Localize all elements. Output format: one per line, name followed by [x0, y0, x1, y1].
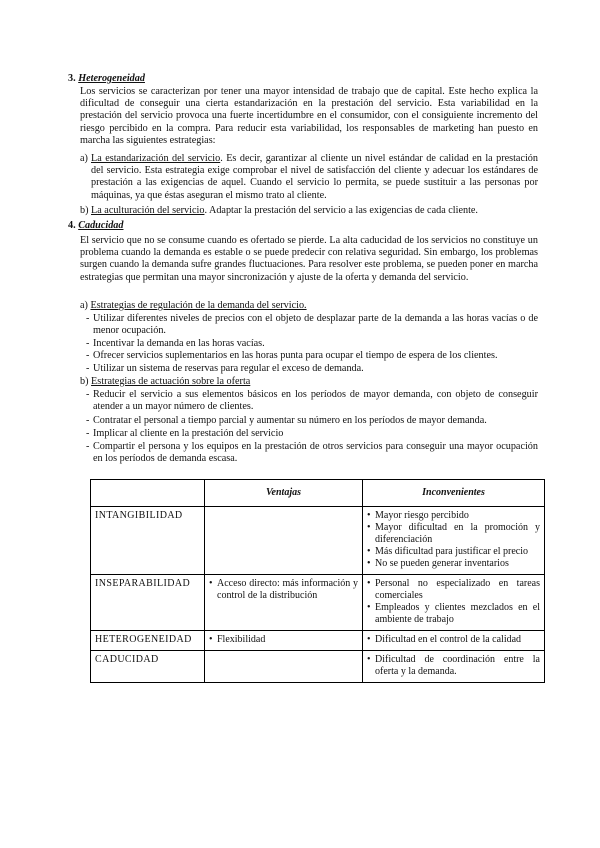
inconvenientes-cell	[363, 631, 545, 651]
strategy-item	[80, 205, 538, 217]
header-cell-empty	[91, 480, 205, 507]
list-item-text: Compartir el persona y los equipos en la prestación de otros servicios para conseguir una mayor ocupación en los períodos de demanda escasa.	[93, 441, 538, 465]
row-name-cell: HETEROGENEIDAD	[91, 631, 205, 651]
comparison-table	[90, 479, 545, 683]
list-item	[86, 363, 538, 375]
item-body: . Adaptar la prestación del servicio a las exigencias de cada cliente.	[204, 205, 478, 216]
section-heading-caducidad	[68, 220, 123, 232]
table-row	[91, 631, 545, 651]
inconveniente-item: • Mayor dificultad en la promoción y diferenciación	[367, 522, 540, 546]
list-item	[86, 350, 538, 362]
subheading-b	[80, 376, 250, 388]
inconveniente-item: • Más dificultad para justificar el precio	[367, 546, 540, 558]
ventaja-item: • Acceso directo: más información y control de la distribución	[209, 578, 358, 602]
dash-marker: -	[86, 441, 90, 452]
table-row	[91, 507, 545, 575]
inconvenientes-cell	[363, 575, 545, 631]
list-item-text: Implicar al cliente en la prestación del servicio	[93, 428, 284, 439]
list-item	[86, 415, 538, 427]
caducidad-intro: El servicio que no se consume cuando es ofertado se pierde. La alta caducidad de los servicios no constituye un problema cuando la demanda es estable o se puede predecir con relativa seguridad. Sin embargo, los problemas surgen cuando la demanda sufre grandes fluctuaciones. Para resolver este problema, se pueden poner en marcha estrategias que permitan una mayor sincronización y ajuste de la oferta y demanda del servicio.	[80, 235, 538, 283]
inconveniente-item: • No se pueden generar inventarios	[367, 558, 540, 570]
section-number: 4.	[68, 220, 76, 231]
dash-marker: -	[86, 363, 90, 374]
list-item	[86, 338, 538, 350]
list-item-text: Utilizar un sistema de reservas para regular el exceso de demanda.	[93, 363, 364, 374]
subheading-label: b)	[80, 376, 89, 387]
row-name-cell: CADUCIDAD	[91, 651, 205, 683]
dash-marker: -	[86, 428, 90, 439]
header-cell-inconvenientes: Inconvenientes	[363, 480, 545, 507]
ventaja-item: • Flexibilidad	[209, 634, 358, 646]
ventajas-cell	[205, 631, 363, 651]
subheading-label: a)	[80, 300, 88, 311]
item-heading: La estandarización del servicio	[91, 153, 221, 164]
ventajas-cell	[205, 575, 363, 631]
inconvenientes-cell	[363, 507, 545, 575]
inconvenientes-cell	[363, 651, 545, 683]
list-item-text: Incentivar la demanda en las horas vacías.	[93, 338, 265, 349]
subheading-title: Estrategias de regulación de la demanda del servicio.	[90, 300, 307, 311]
header-cell-ventajas: Ventajas	[205, 480, 363, 507]
item-label: b)	[80, 205, 89, 216]
dash-marker: -	[86, 313, 90, 324]
table-header-row	[91, 480, 545, 507]
row-name-cell: INSEPARABILIDAD	[91, 575, 205, 631]
inconveniente-item: • Mayor riesgo percibido	[367, 510, 540, 522]
dash-marker: -	[86, 350, 90, 361]
inconveniente-item: • Dificultad de coordinación entre la oferta y la demanda.	[367, 654, 540, 678]
item-heading: La aculturación del servicio	[91, 205, 205, 216]
dash-marker: -	[86, 389, 90, 400]
heterogeneidad-intro: Los servicios se caracterizan por tener una mayor intensidad de trabajo que de capital. Este hecho explica la dificultad de conseguir una cierta estandarización en la prestación del servicio. Esta variabilidad en la prestación del servicio provoca una fuerte incertidumbre en el consumidor, con el consiguiente incremento del riesgo percibido en la compra. Para reducir esta variabilidad, los responsables de marketing han puesto en marcha las siguientes estrategias:	[80, 86, 538, 146]
list-item-text: Ofrecer servicios suplementarios en las horas punta para ocupar el tiempo de espera de los clientes.	[93, 350, 498, 361]
inconveniente-item: • Personal no especializado en tareas comerciales	[367, 578, 540, 602]
dash-marker: -	[86, 415, 90, 426]
item-text	[91, 205, 538, 217]
table-row	[91, 651, 545, 683]
section-title: Heterogeneidad	[78, 73, 145, 84]
strategy-item	[80, 153, 538, 202]
ventajas-cell	[205, 651, 363, 683]
item-text	[91, 153, 538, 202]
ventajas-cell	[205, 507, 363, 575]
section-number: 3.	[68, 73, 76, 84]
list-item	[86, 428, 538, 440]
list-item-text: Contratar el personal a tiempo parcial y aumentar su número en los períodos de mayor demanda.	[93, 415, 487, 426]
table-row	[91, 575, 545, 631]
dash-marker: -	[86, 338, 90, 349]
section-title: Caducidad	[78, 220, 124, 231]
item-body: . Es decir, garantizar al cliente un nivel estándar de calidad en la prestación del servicio. Esta estrategia exige comprobar el nivel de satisfacción del cliente y adecuar los estándares de prestación a las exigencias de aquel. Cuando el servicio lo permita, se puede sustituir a las personas por máquinas, ya que éstas aseguran el mismo trato al cliente.	[91, 153, 538, 201]
section-heading-heterogeneidad	[68, 73, 145, 85]
list-item	[86, 313, 538, 337]
list-item	[86, 389, 538, 413]
inconveniente-item: • Empleados y clientes mezclados en el ambiente de trabajo	[367, 602, 540, 626]
row-name-cell: INTANGIBILIDAD	[91, 507, 205, 575]
inconveniente-item: • Dificultad en el control de la calidad	[367, 634, 540, 646]
item-label: a)	[80, 153, 88, 164]
subheading-title: Estrategias de actuación sobre la oferta	[91, 376, 251, 387]
list-item-text: Reducir el servicio a sus elementos básicos en los períodos de mayor demanda, con objeto de conseguir atender a un mayor número de clientes.	[93, 389, 538, 413]
list-item	[86, 441, 538, 465]
subheading-a	[80, 300, 307, 312]
list-item-text: Utilizar diferentes niveles de precios con el objeto de desplazar parte de la demanda a las horas vacías o de menor ocupación.	[93, 313, 538, 337]
